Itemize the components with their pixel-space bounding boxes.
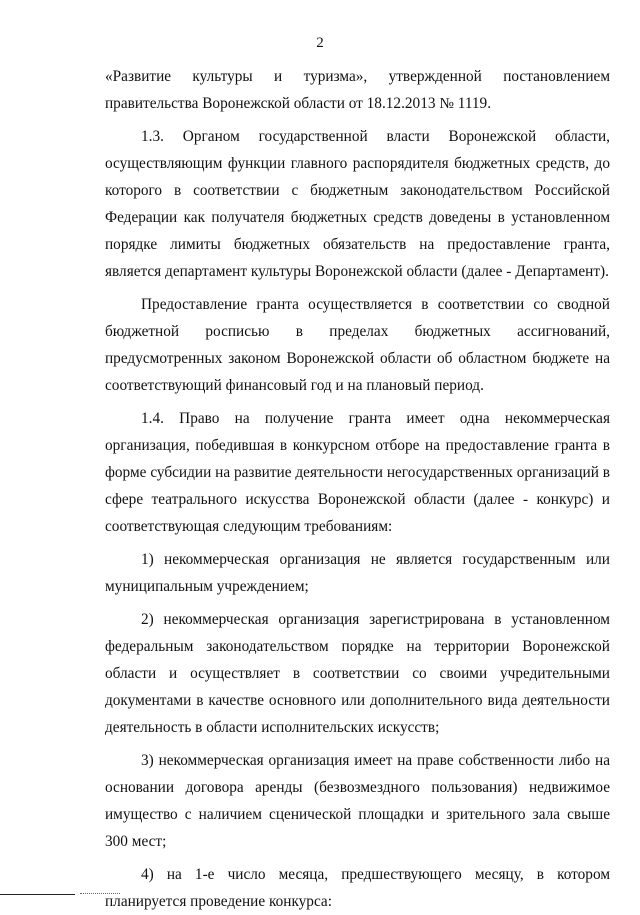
document-body [105, 63, 610, 915]
paragraph-1-3: 1.3. Органом государственной власти Воронежской области, осуществляющим функции главного распорядителя бюджетных средств, до которого в соответствии с бюджетным законодательством Российской Федерации как получателя бюджетных средств доведены в установленном порядке лимиты бюджетных обязательств на предоставление гранта, является департамент культуры Воронежской области (далее - Департамент). [105, 128, 610, 280]
footer-dotted-rule [80, 893, 120, 894]
page-number: 2 [316, 35, 324, 51]
paragraph-1-4: 1.4. Право на получение гранта имеет одна некоммерческая организация, победившая в конкурсном отборе на предоставление гранта в форме субсидии на развитие деятельности негосударственных организаций в сфере театрального искусства Воронежской области (далее - конкурс) и соответствующая следующим требованиям: [105, 410, 610, 535]
requirement-1: 1) некоммерческая организация не является государственным или муниципальным учреждением; [105, 551, 610, 595]
paragraph-grant-provision: Предоставление гранта осуществляется в соответствии со сводной бюджетной росписью в пределах бюджетных ассигнований, предусмотренных законом Воронежской области об областном бюджете на соответствующий финансовый год и на плановый период. [105, 296, 610, 394]
footer-rule [0, 894, 75, 895]
requirement-2: 2) некоммерческая организация зарегистрирована в установленном федеральным законодательством порядке на территории Воронежской области и осуществляет в соответствии со своими учредительными документами в качестве основного или дополнительного вида деятельности деятельность в области исполнительских искусств; [105, 611, 610, 736]
requirement-3: 3) некоммерческая организация имеет на праве собственности либо на основании договора аренды (безвозмездного пользования) недвижимое имущество с наличием сценической площадки и зрительного зала свыше 300 мест; [105, 752, 610, 850]
paragraph-intro: «Развитие культуры и туризма», утвержденной постановлением правительства Воронежской области от 18.12.2013 № 1119. [105, 68, 610, 112]
requirement-4: 4) на 1-е число месяца, предшествующего месяцу, в котором планируется проведение конкурса: [105, 866, 610, 910]
